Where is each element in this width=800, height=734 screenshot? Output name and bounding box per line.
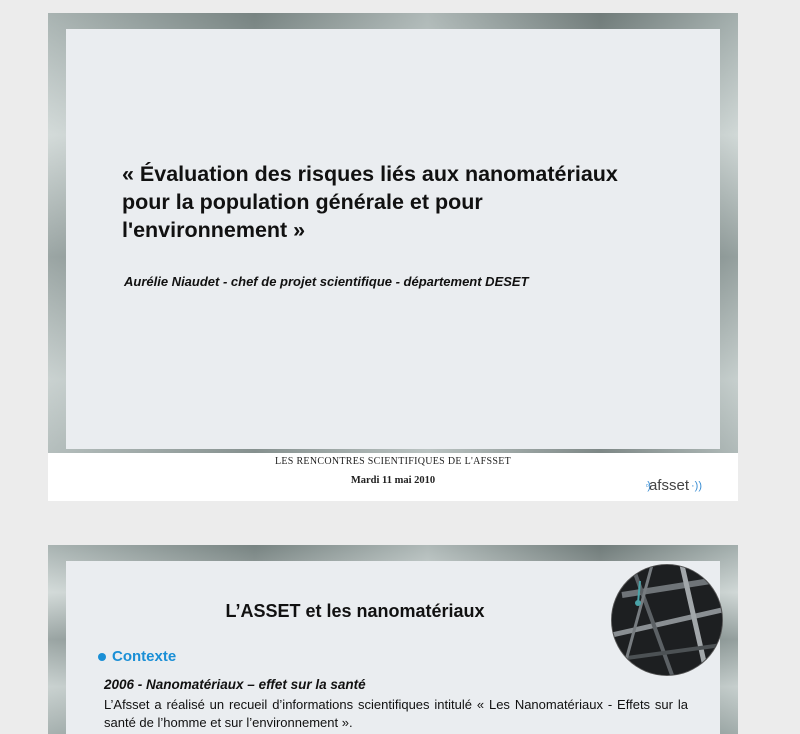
bullet-label: Contexte (112, 648, 177, 665)
author-line: Aurélie Niaudet - chef de projet scientifique - département DESET (124, 274, 529, 289)
slide-2-title: L’ASSET et les nanomatériaux (225, 601, 485, 621)
signal-right-icon: ·)) (691, 479, 702, 492)
slide-title (122, 160, 682, 244)
event-date: Mardi 11 mai 2010 (350, 475, 436, 486)
slide-1-content (66, 29, 720, 449)
afsset-logo (645, 477, 702, 494)
event-name: LES RENCONTRES SCIENTIFIQUES DE L'AFSSET (274, 456, 512, 467)
slide-2 (48, 545, 738, 734)
logo-text: afsset (648, 477, 689, 494)
title-line-3: l'environnement » (122, 218, 306, 242)
slide-footer (48, 453, 738, 501)
title-line-1: « Évaluation des risques liés aux nanomatériaux (122, 162, 618, 186)
body-paragraph: L’Afsset a réalisé un recueil d’informations scientifiques intitulé « Les Nanomatériaux - Effets sur la santé de l’homme et sur l’environnement ». (104, 697, 688, 730)
bullet-dot-icon (98, 653, 106, 661)
slide-1 (48, 13, 738, 501)
nanofiber-microscopy-image (612, 565, 722, 675)
signal-left-icon: ◦) (645, 479, 649, 492)
bullet-item (98, 648, 176, 665)
title-line-2: pour la population générale et pour (122, 190, 483, 214)
sub-heading: 2006 - Nanomatériaux – effet sur la santé (104, 677, 366, 692)
